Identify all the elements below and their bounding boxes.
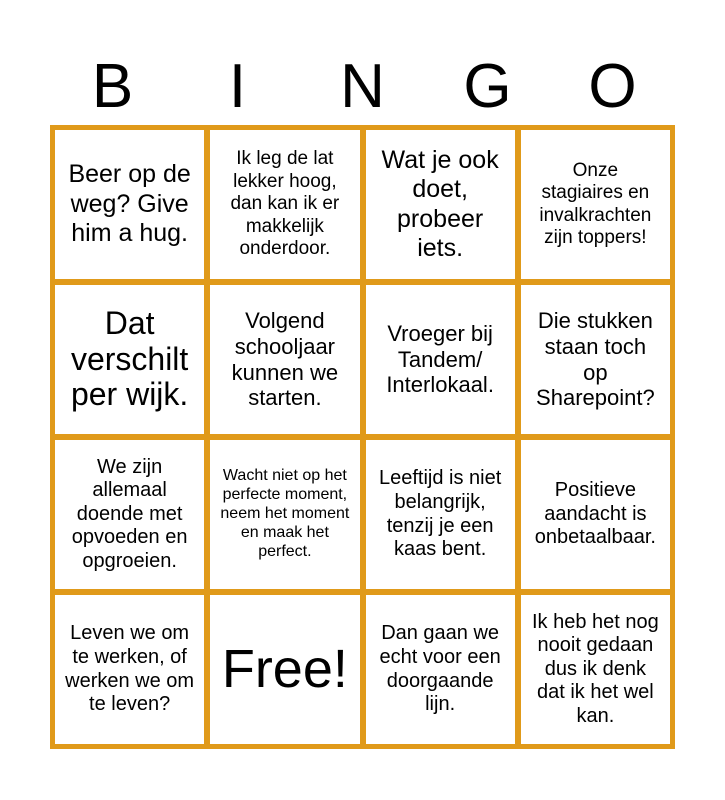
bingo-cell[interactable] xyxy=(52,282,207,437)
bingo-cell[interactable] xyxy=(363,437,518,592)
bingo-cell[interactable] xyxy=(518,282,673,437)
title-letter-b: B xyxy=(91,52,134,121)
bingo-cell[interactable] xyxy=(363,592,518,747)
title-letter-i: I xyxy=(228,52,247,121)
cell-text: Ik heb het nog nooit gedaan dus ik denk dat ik het wel kan. xyxy=(531,610,659,727)
title-letter-g: G xyxy=(463,52,512,121)
cell-text: Die stukken staan toch op Sharepoint? xyxy=(536,307,655,411)
bingo-cell[interactable] xyxy=(207,127,362,282)
title-letter-n: N xyxy=(340,52,385,121)
bingo-cell[interactable] xyxy=(518,592,673,747)
cell-text: Ik leg de lat lekker hoog, dan kan ik er makkelijk onderdoor. xyxy=(230,148,340,260)
bingo-title xyxy=(50,48,675,126)
bingo-cell[interactable] xyxy=(518,437,673,592)
cell-text: We zijn allemaal doende met opvoeden en opgroeien. xyxy=(71,455,188,572)
cell-text: Dat verschilt per wijk. xyxy=(70,304,189,413)
cell-text: Beer op de weg? Give him a hug. xyxy=(68,160,191,248)
bingo-cell[interactable] xyxy=(363,282,518,437)
cell-text: Dan gaan we echt voor een doorgaande lijn. xyxy=(379,622,501,716)
cell-text: Free! xyxy=(221,638,348,699)
bingo-cell[interactable] xyxy=(52,127,207,282)
bingo-board xyxy=(50,125,675,749)
free-space-cell[interactable] xyxy=(207,592,362,747)
cell-text: Vroeger bij Tandem/ Interlokaal. xyxy=(386,320,494,398)
title-letter-o: O xyxy=(588,52,637,121)
cell-text: Volgend schooljaar kunnen we starten. xyxy=(231,307,339,411)
cell-text: Leven we om te werken, of werken we om te leven? xyxy=(65,622,195,716)
bingo-cell[interactable] xyxy=(207,437,362,592)
cell-text: Positieve aandacht is onbetaalbaar. xyxy=(534,479,656,549)
cell-text: Onze stagiaires en invalkrachten zijn toppers! xyxy=(539,159,652,248)
cell-text: Wacht niet op het perfecte moment, neem het moment en maak het perfect. xyxy=(220,467,350,560)
cell-text: Leeftijd is niet belangrijk, tenzij je een kaas bent. xyxy=(378,467,502,561)
bingo-cell[interactable] xyxy=(52,437,207,592)
bingo-cell[interactable] xyxy=(52,592,207,747)
bingo-cell[interactable] xyxy=(518,127,673,282)
bingo-cell[interactable] xyxy=(363,127,518,282)
cell-text: Wat je ook doet, probeer iets. xyxy=(381,145,499,262)
bingo-cell[interactable] xyxy=(207,282,362,437)
